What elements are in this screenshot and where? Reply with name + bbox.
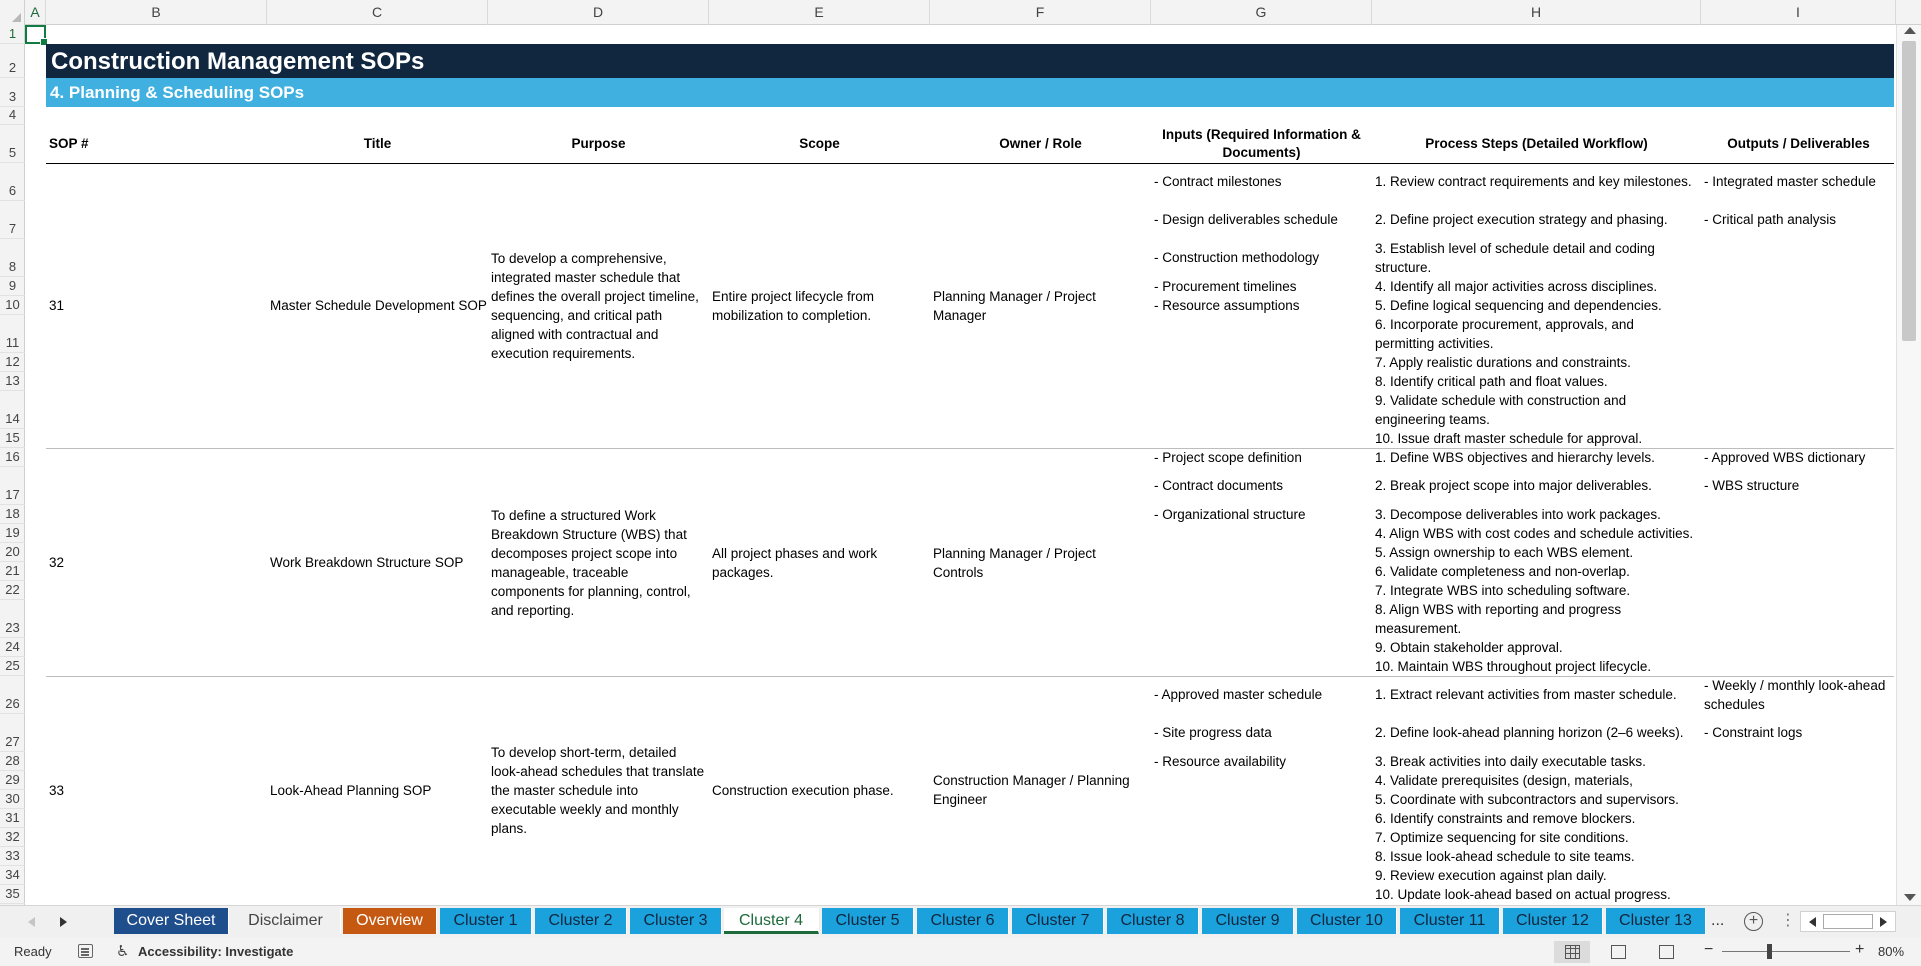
header-sop-number[interactable]: SOP # <box>49 136 89 151</box>
header-process-steps[interactable]: Process Steps (Detailed Workflow) <box>1425 136 1648 151</box>
input-item[interactable]: - Resource availability <box>1154 754 1287 769</box>
row-header[interactable]: 11 <box>0 315 25 353</box>
scroll-down-icon[interactable] <box>1904 894 1916 901</box>
column-header-b[interactable]: B <box>46 0 267 25</box>
process-step[interactable]: 4. Identify all major activities across disciplines. <box>1375 279 1658 294</box>
row-header[interactable]: 32 <box>0 828 25 847</box>
sheet-tab-bar <box>0 905 1921 938</box>
row-header[interactable]: 34 <box>0 866 25 885</box>
column-header-f[interactable]: F <box>930 0 1151 25</box>
header-scope[interactable]: Scope <box>799 136 840 151</box>
tab-disclaimer[interactable]: Disclaimer <box>231 908 341 934</box>
horizontal-scroll-thumb[interactable] <box>1823 914 1873 929</box>
input-item[interactable]: - Construction methodology <box>1154 250 1320 265</box>
input-item[interactable]: - Design deliverables schedule <box>1154 212 1338 227</box>
input-item[interactable]: - Approved master schedule <box>1154 687 1323 702</box>
column-header-i[interactable]: I <box>1701 0 1896 25</box>
tab-cluster-13[interactable]: Cluster 13 <box>1606 908 1706 934</box>
process-step[interactable]: 2. Define project execution strategy and phasing. <box>1375 212 1668 227</box>
row-header[interactable]: 19 <box>0 524 25 543</box>
title-cell[interactable]: Look-Ahead Planning SOP <box>270 782 432 798</box>
process-step[interactable]: 10. Issue draft master schedule for approval. <box>1375 431 1643 446</box>
process-step[interactable]: 10. Update look-ahead based on actual progress. <box>1375 887 1671 902</box>
row-header[interactable]: 17 <box>0 467 25 505</box>
sop-number-cell[interactable]: 32 <box>49 555 65 570</box>
row-header[interactable]: 2 <box>0 44 25 78</box>
scroll-right-icon[interactable] <box>1880 917 1887 927</box>
tab-cluster-10[interactable]: Cluster 10 <box>1297 908 1397 934</box>
process-step[interactable]: 9. Validate schedule with construction and engineering teams. <box>1375 393 1627 427</box>
output-item[interactable]: - WBS structure <box>1704 478 1800 493</box>
column-header-h[interactable]: H <box>1372 0 1701 25</box>
row-header[interactable]: 1 <box>0 25 25 44</box>
process-step[interactable]: 6. Identify constraints and remove blockers. <box>1375 811 1636 826</box>
process-step[interactable]: 2. Define look-ahead planning horizon (2–6 weeks). <box>1375 725 1684 740</box>
sheet-title[interactable]: Construction Management SOPs <box>46 44 1894 78</box>
status-bar <box>0 938 1921 966</box>
input-item[interactable]: - Contract milestones <box>1154 174 1282 189</box>
row-header[interactable]: 12 <box>0 353 25 372</box>
more-sheets-button[interactable]: ... <box>1711 912 1725 929</box>
process-step[interactable]: 3. Decompose deliverables into work packages. <box>1375 507 1661 522</box>
process-step[interactable]: 5. Assign ownership to each WBS element. <box>1375 545 1634 560</box>
process-step[interactable]: 2. Break project scope into major deliverables. <box>1375 478 1652 493</box>
input-item[interactable]: - Organizational structure <box>1154 507 1306 522</box>
process-step[interactable]: 7. Apply realistic durations and constraints. <box>1375 355 1631 370</box>
tab-cluster-11[interactable]: Cluster 11 <box>1400 908 1500 934</box>
page-layout-button[interactable] <box>1600 941 1636 963</box>
row-header-bar <box>0 25 25 905</box>
column-header-g[interactable]: G <box>1151 0 1372 25</box>
scroll-up-icon[interactable] <box>1904 27 1916 34</box>
row-header[interactable]: 16 <box>0 448 25 467</box>
process-step[interactable]: 1. Define WBS objectives and hierarchy levels. <box>1375 450 1655 465</box>
row-header[interactable]: 30 <box>0 790 25 809</box>
process-step[interactable]: 6. Incorporate procurement, approvals, and permitting activities. <box>1375 317 1634 351</box>
tab-cluster-8[interactable]: Cluster 8 <box>1107 908 1199 934</box>
normal-view-button[interactable] <box>1554 941 1590 963</box>
row-header[interactable]: 33 <box>0 847 25 866</box>
process-step[interactable]: 10. Maintain WBS throughout project lifecycle. <box>1375 659 1652 674</box>
next-sheet-icon[interactable] <box>60 917 67 927</box>
zoom-slider-thumb[interactable] <box>1767 944 1772 959</box>
row-header[interactable]: 35 <box>0 885 25 904</box>
owner-cell[interactable]: Construction Manager / Planning Engineer <box>933 773 1130 807</box>
output-item[interactable]: - Approved WBS dictionary <box>1704 450 1866 465</box>
process-step[interactable]: 3. Establish level of schedule detail and coding structure. <box>1375 241 1655 275</box>
row-header[interactable]: 29 <box>0 771 25 790</box>
zoom-in-button[interactable]: + <box>1855 941 1865 958</box>
process-step[interactable]: 3. Break activities into daily executable tasks. <box>1375 754 1646 769</box>
tab-cluster-12[interactable]: Cluster 12 <box>1503 908 1603 934</box>
row-header[interactable]: 4 <box>0 107 25 125</box>
process-step[interactable]: 9. Review execution against plan daily. <box>1375 868 1607 883</box>
row-header[interactable]: 24 <box>0 638 25 657</box>
title-cell[interactable]: Work Breakdown Structure SOP <box>270 555 464 570</box>
output-item[interactable]: - Constraint logs <box>1704 725 1803 740</box>
sop-number-cell[interactable]: 31 <box>49 298 65 313</box>
tab-cluster-2[interactable]: Cluster 2 <box>535 908 627 934</box>
tab-split-handle-icon[interactable]: ⋮ <box>1780 912 1796 929</box>
row-header[interactable]: 21 <box>0 562 25 581</box>
purpose-cell[interactable]: To define a structured Work Breakdown Structure (WBS) that decomposes project scope into manageable, traceable components for planning, control, and reporting. <box>491 507 691 618</box>
process-step[interactable]: 6. Validate completeness and non-overlap. <box>1375 564 1630 579</box>
column-header-a[interactable]: A <box>25 0 46 25</box>
tab-cluster-9[interactable]: Cluster 9 <box>1202 908 1294 934</box>
page-break-preview-button[interactable] <box>1648 941 1684 963</box>
tab-overview[interactable]: Overview <box>343 908 437 934</box>
process-step[interactable]: 7. Optimize sequencing for site conditions. <box>1375 830 1629 845</box>
accessibility-status[interactable]: Accessibility: Investigate <box>138 944 294 959</box>
row-header[interactable]: 23 <box>0 600 25 638</box>
process-step[interactable]: 1. Extract relevant activities from master schedule. <box>1375 687 1677 702</box>
input-item[interactable]: - Project scope definition <box>1154 450 1302 465</box>
tab-cluster-1[interactable]: Cluster 1 <box>440 908 532 934</box>
scroll-thumb[interactable] <box>1902 41 1916 341</box>
scope-cell[interactable]: All project phases and work packages. <box>712 545 878 580</box>
accessibility-icon[interactable]: ♿ <box>116 943 130 960</box>
process-step[interactable]: 1. Review contract requirements and key milestones. <box>1375 174 1692 189</box>
process-step[interactable]: 5. Define logical sequencing and dependencies. <box>1375 298 1662 313</box>
owner-cell[interactable]: Planning Manager / Project Manager <box>933 288 1096 323</box>
macro-record-icon[interactable] <box>78 944 93 958</box>
tab-cover-sheet[interactable]: Cover Sheet <box>114 908 229 934</box>
input-item[interactable]: - Resource assumptions <box>1154 298 1300 313</box>
column-header-bar <box>0 0 1921 25</box>
output-item[interactable]: - Integrated master schedule <box>1704 174 1876 189</box>
row-header[interactable]: 28 <box>0 752 25 771</box>
input-item[interactable]: - Contract documents <box>1154 478 1284 493</box>
select-all-corner[interactable] <box>0 0 25 25</box>
row-header[interactable]: 15 <box>0 429 25 448</box>
row-header[interactable]: 14 <box>0 391 25 429</box>
output-item[interactable]: - Weekly / monthly look-ahead schedules <box>1704 678 1886 712</box>
scope-cell[interactable]: Entire project lifecycle from mobilization to completion. <box>712 288 875 323</box>
header-inputs[interactable]: Inputs (Required Information & Documents) <box>1162 127 1361 160</box>
scroll-left-icon[interactable] <box>1809 917 1816 927</box>
zoom-level[interactable]: 80% <box>1878 944 1905 959</box>
previous-sheet-icon[interactable] <box>28 917 35 927</box>
header-title[interactable]: Title <box>363 136 392 151</box>
row-header[interactable]: 31 <box>0 809 25 828</box>
process-step[interactable]: 5. Coordinate with subcontractors and supervisors. <box>1375 792 1679 807</box>
tab-cluster-5[interactable]: Cluster 5 <box>822 908 914 934</box>
zoom-out-button[interactable]: − <box>1704 941 1714 958</box>
zoom-slider-track[interactable] <box>1722 951 1850 952</box>
process-step[interactable]: 4. Validate prerequisites (design, materials, <box>1375 773 1633 788</box>
owner-cell[interactable]: Planning Manager / Project Controls <box>933 545 1096 580</box>
column-header-e[interactable]: E <box>709 0 930 25</box>
row-header[interactable]: 27 <box>0 714 25 752</box>
column-header-d[interactable]: D <box>488 0 709 25</box>
status-ready-text: Ready <box>14 944 52 959</box>
row-header[interactable]: 5 <box>0 125 25 163</box>
row-header[interactable]: 8 <box>0 239 25 277</box>
sop-number-cell[interactable]: 33 <box>49 782 65 798</box>
scope-cell[interactable]: Construction execution phase. <box>712 782 894 798</box>
header-owner[interactable]: Owner / Role <box>999 136 1082 151</box>
page-layout-icon <box>1611 945 1626 959</box>
purpose-cell[interactable]: To develop short-term, detailed look-ahead schedules that translate the master schedule into executable weekly and monthly plans. <box>491 744 705 836</box>
purpose-cell[interactable]: To develop a comprehensive, integrated master schedule that defines the overall project timeline, sequencing, and critical path aligned with contractual and execution requirements. <box>491 250 699 361</box>
input-item[interactable]: - Procurement timelines <box>1154 279 1297 294</box>
process-step[interactable]: 7. Integrate WBS into scheduling software. <box>1375 583 1631 598</box>
row-header[interactable]: 25 <box>0 657 25 676</box>
column-header-c[interactable]: C <box>267 0 488 25</box>
tab-cluster-3[interactable]: Cluster 3 <box>630 908 722 934</box>
title-cell[interactable]: Master Schedule Development SOP <box>270 298 487 313</box>
tab-cluster-7[interactable]: Cluster 7 <box>1012 908 1104 934</box>
tab-cluster-4[interactable]: Cluster 4 <box>724 908 819 934</box>
row-header[interactable]: 22 <box>0 581 25 600</box>
process-step[interactable]: 9. Obtain stakeholder approval. <box>1375 640 1563 655</box>
add-sheet-icon[interactable]: + <box>1744 912 1763 931</box>
horizontal-scrollbar[interactable] <box>1800 911 1896 932</box>
row-header[interactable]: 18 <box>0 505 25 524</box>
row-header[interactable]: 6 <box>0 163 25 201</box>
process-step[interactable]: 4. Align WBS with cost codes and schedule activities. <box>1375 526 1694 541</box>
active-cell-a1[interactable] <box>25 25 46 44</box>
header-outputs[interactable]: Outputs / Deliverables <box>1727 136 1870 151</box>
grid-view-icon <box>1565 945 1580 959</box>
page-break-icon <box>1659 945 1674 959</box>
row-header[interactable]: 20 <box>0 543 25 562</box>
section-title[interactable]: 4. Planning & Scheduling SOPs <box>46 78 1894 107</box>
process-step[interactable]: 8. Align WBS with reporting and progress measurement. <box>1375 602 1622 636</box>
row-header[interactable]: 26 <box>0 676 25 714</box>
row-header[interactable]: 7 <box>0 201 25 239</box>
row-header[interactable]: 13 <box>0 372 25 391</box>
vertical-scrollbar[interactable] <box>1896 25 1921 905</box>
output-item[interactable]: - Critical path analysis <box>1704 212 1837 227</box>
process-step[interactable]: 8. Identify critical path and float values. <box>1375 374 1608 389</box>
process-step[interactable]: 8. Issue look-ahead schedule to site teams. <box>1375 849 1635 864</box>
tab-cluster-6[interactable]: Cluster 6 <box>917 908 1009 934</box>
input-item[interactable]: - Site progress data <box>1154 725 1272 740</box>
row-header[interactable]: 3 <box>0 78 25 107</box>
row-header[interactable]: 10 <box>0 296 25 315</box>
row-header[interactable]: 9 <box>0 277 25 296</box>
header-purpose[interactable]: Purpose <box>571 136 626 151</box>
